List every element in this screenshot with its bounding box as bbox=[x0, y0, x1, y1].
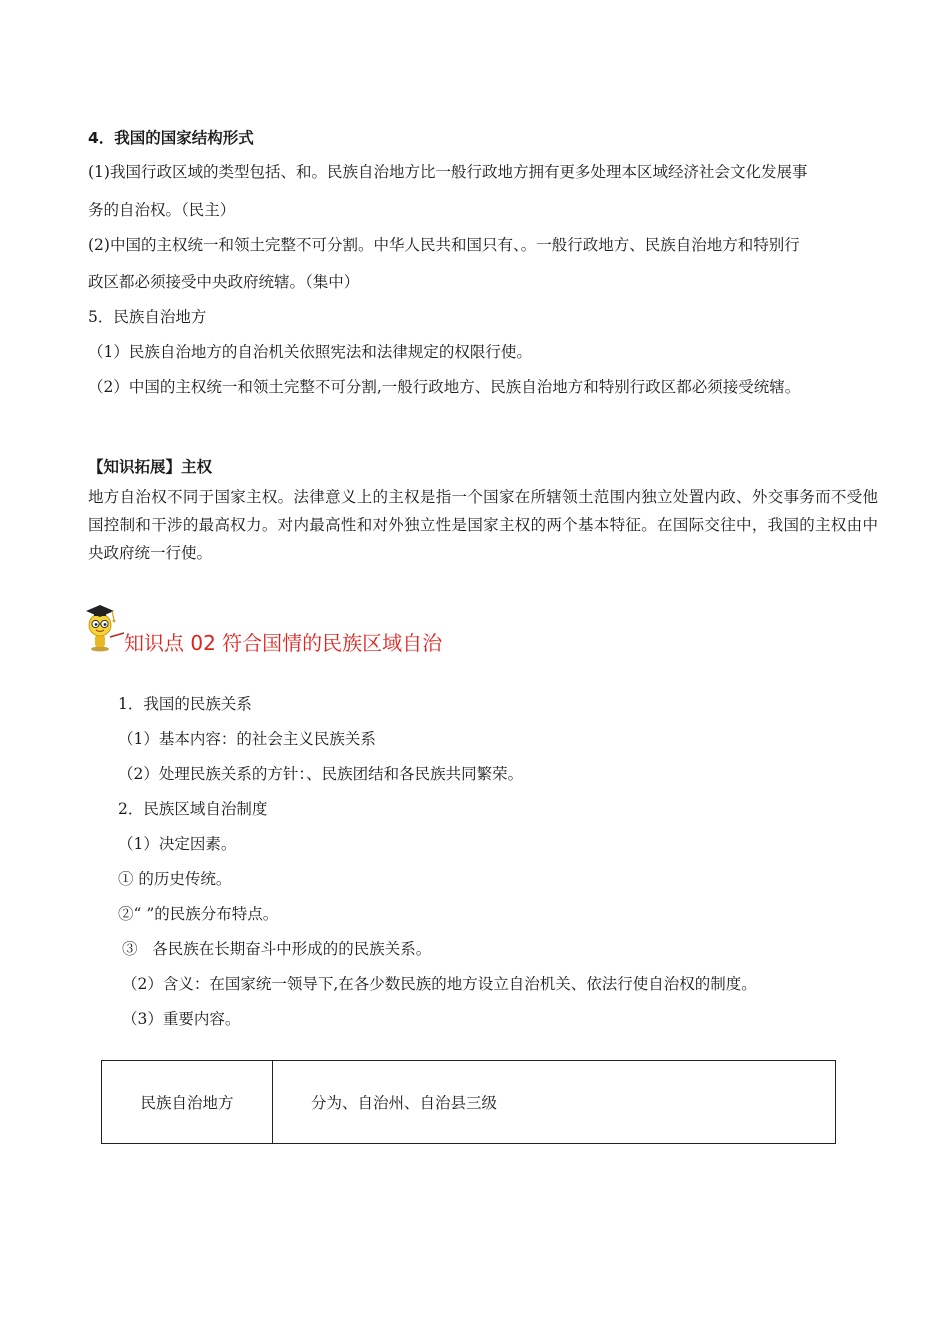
section4-paragraph1-line1: (1)我国行政区域的类型包括、和。民族自治地方比一般行政地方拥有更多处理本区域经济社会文化发展事 bbox=[88, 163, 808, 181]
autonomy-table bbox=[101, 1060, 836, 1144]
section5-title: 5．民族自治地方 bbox=[88, 308, 207, 326]
kp-line-10: （3）重要内容。 bbox=[122, 1010, 241, 1028]
knowledge-point-heading: 知识点 02 符合国情的民族区域自治 bbox=[124, 631, 443, 655]
kp-line-1: 1．我国的民族关系 bbox=[118, 695, 252, 713]
kp-line-4: 2．民族区域自治制度 bbox=[118, 800, 268, 818]
kp-line-3: （2）处理民族关系的方针：、民族团结和各民族共同繁荣。 bbox=[118, 765, 524, 783]
kp-line-7: ②“ ”的民族分布特点。 bbox=[118, 905, 279, 923]
kp-line-2: （1）基本内容：的社会主义民族关系 bbox=[118, 730, 376, 748]
kp-line-6: ① 的历史传统。 bbox=[118, 870, 232, 888]
table-value-cell: 分为、自治州、自治县三级 bbox=[273, 1061, 836, 1144]
kp-line-5: （1）决定因素。 bbox=[118, 835, 237, 853]
section5-item2: （2）中国的主权统一和领土完整不可分割,一般行政地方、民族自治地方和特别行政区都必须接受统辖。 bbox=[88, 378, 801, 396]
section5-item1: （1）民族自治地方的自治机关依照宪法和法律规定的权限行使。 bbox=[88, 343, 532, 361]
table-label-cell: 民族自治地方 bbox=[102, 1061, 273, 1144]
section4-title: 4．我国的国家结构形式 bbox=[88, 129, 254, 147]
kp-line-8: ③ 各民族在长期奋斗中形成的的民族关系。 bbox=[122, 940, 432, 958]
section4-paragraph2-line2: 政区都必须接受中央政府统辖。（集中） bbox=[88, 273, 360, 291]
section4-paragraph2-line1: (2)中国的主权统一和领土完整不可分割。中华人民共和国只有、。一般行政地方、民族自治地方和特别行 bbox=[88, 236, 800, 254]
section4-paragraph1-line2: 务的自治权。（民主） bbox=[88, 201, 236, 219]
graduate-mascot-icon bbox=[84, 601, 128, 653]
table-row bbox=[102, 1061, 836, 1144]
expansion-body: 地方自治权不同于国家主权。法律意义上的主权是指一个国家在所辖领土范围内独立处置内政、外交事务而不受他国控制和干涉的最高权力。对内最高性和对外独立性是国家主权的两个基本特征。在国际交往中，我国的主权由中央政府统一行使。 bbox=[88, 488, 878, 562]
kp-line-9: （2）含义：在国家统一领导下,在各少数民族的地方设立自治机关、依法行使自治权的制度。 bbox=[122, 975, 757, 993]
expansion-title: 【知识拓展】主权 bbox=[88, 458, 213, 476]
